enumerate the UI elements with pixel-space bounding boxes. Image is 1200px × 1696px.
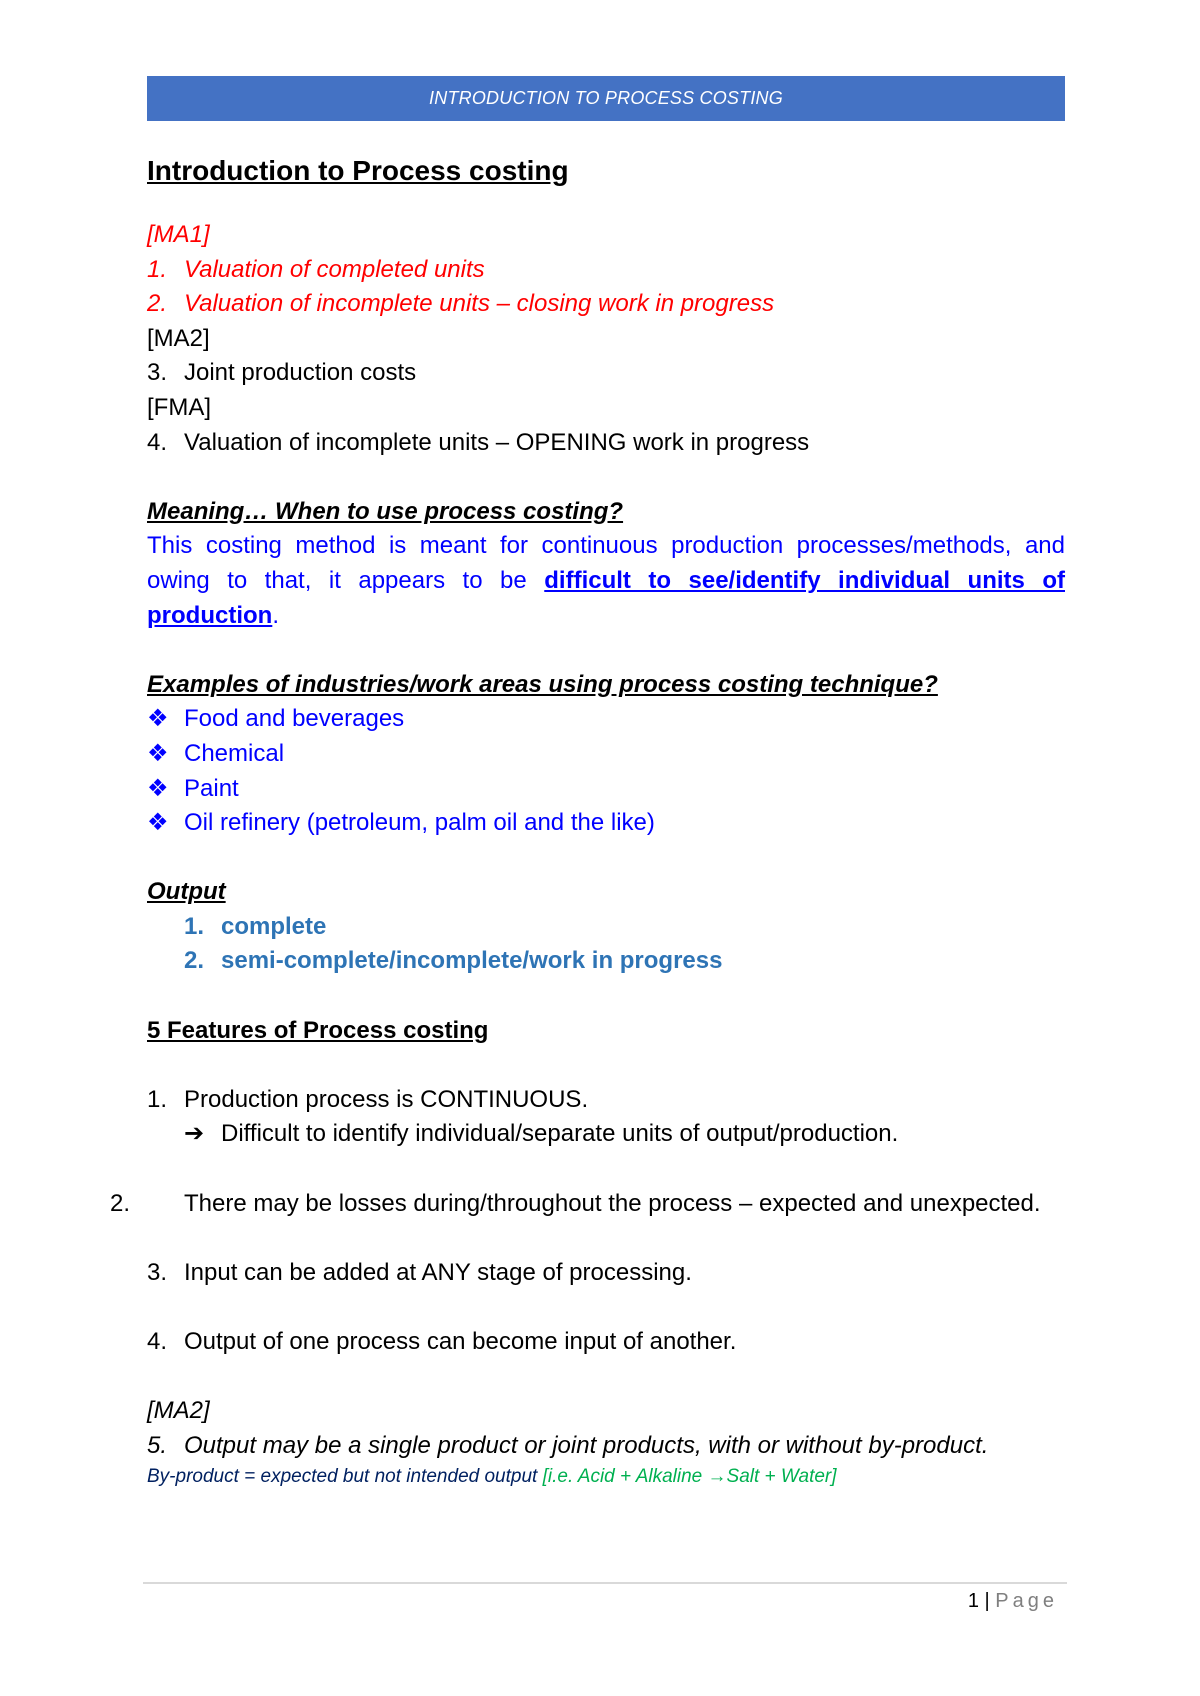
by-product-note [147,1463,1065,1491]
diamond-bullet-icon: ❖ [147,774,169,802]
note-example-b: Salt + Water] [726,1466,837,1488]
diamond-bullet-icon: ❖ [147,705,169,733]
item-number: 1. [147,1085,168,1113]
meaning-heading: Meaning… When to use process costing? [147,497,624,525]
item-text: Output of one process can become input of another. [184,1328,737,1355]
features-heading: 5 Features of Process costing [147,1016,489,1044]
example-text: Chemical [184,739,285,767]
item-text: Joint production costs [184,359,417,387]
page-label: Page [995,1590,1058,1612]
sub-text: Difficult to identify individual/separate units of output/production. [221,1120,899,1148]
diamond-bullet-icon: ❖ [147,809,169,837]
example-text: Oil refinery (petroleum, palm oil and the like) [184,809,655,837]
examples-heading: Examples of industries/work areas using process costing technique? [147,670,938,698]
feature-1 [147,1083,1065,1118]
note-example-a: [i.e. Acid + Alkaline [542,1466,708,1488]
page-footer [968,1590,1058,1613]
example-item [147,702,1065,737]
item-number: 2. [147,290,168,318]
item-text: complete [221,912,327,940]
document-body [110,150,1065,1491]
fma-label: [FMA] [147,393,211,421]
fma-item [147,426,1065,461]
footer-divider [143,1582,1067,1584]
example-item [147,806,1065,841]
example-item [147,772,1065,807]
item-number: 5. [147,1431,168,1459]
arrow-right-icon: → [707,1466,727,1488]
meaning-paragraph [147,529,1065,633]
item-number: 2. [184,947,205,975]
output-heading: Output [147,878,226,906]
item-number: 3. [147,1258,168,1286]
page-title: Introduction to Process costing [147,155,569,186]
output-item-1 [147,910,1065,945]
example-item [147,737,1065,772]
item-text: Valuation of incomplete units – closing work in progress [184,290,775,318]
output-item-2 [147,944,1065,979]
feature-4 [147,1325,1065,1360]
example-text: Food and beverages [184,705,405,733]
item-number: 4. [147,1328,168,1355]
meaning-text-end: . [272,601,279,629]
meaning-text-emphasis: difficult to see/identify individual units of production [147,566,1065,629]
ma2-label-2: [MA2] [147,1397,210,1425]
page-number: 1 [967,1590,979,1612]
footer-separator: | [984,1590,990,1612]
item-text: Valuation of completed units [184,255,485,283]
item-text: Valuation of incomplete units – OPENING work in progress [184,428,810,456]
example-text: Paint [184,774,239,802]
item-number: 1. [184,912,205,940]
diamond-bullet-icon: ❖ [147,739,169,767]
ma1-item-1 [147,253,1065,288]
item-text: There may be losses during/throughout the process – expected and unexpected. [184,1189,1041,1217]
item-text: Production process is CONTINUOUS. [184,1085,589,1113]
header-banner [147,76,1065,121]
feature-5 [147,1429,1065,1464]
feature-3 [147,1256,1065,1291]
arrow-right-icon: ➔ [184,1120,205,1148]
item-number: 1. [147,255,168,283]
meaning-text-lead: This costing method is meant for continuous production processes/methods, and owing to that, it appears to be [147,532,1065,594]
item-number: 4. [147,428,168,456]
ma1-item-2 [147,287,1065,322]
note-lead: By-product = expected but not intended output [147,1466,543,1488]
ma2-label: [MA2] [147,324,210,352]
item-text: Output may be a single product or joint products, with or without by-product. [184,1431,989,1459]
ma1-label: [MA1] [147,221,210,248]
header-banner-text: INTRODUCTION TO PROCESS COSTING [429,88,783,108]
feature-2 [110,1187,1065,1222]
item-text: semi-complete/incomplete/work in progress [221,947,723,975]
item-number: 2. [110,1189,131,1217]
item-text: Input can be added at ANY stage of processing. [184,1258,692,1286]
feature-1-sub [147,1117,1065,1152]
ma2-item [147,356,1065,391]
item-number: 3. [147,359,168,387]
